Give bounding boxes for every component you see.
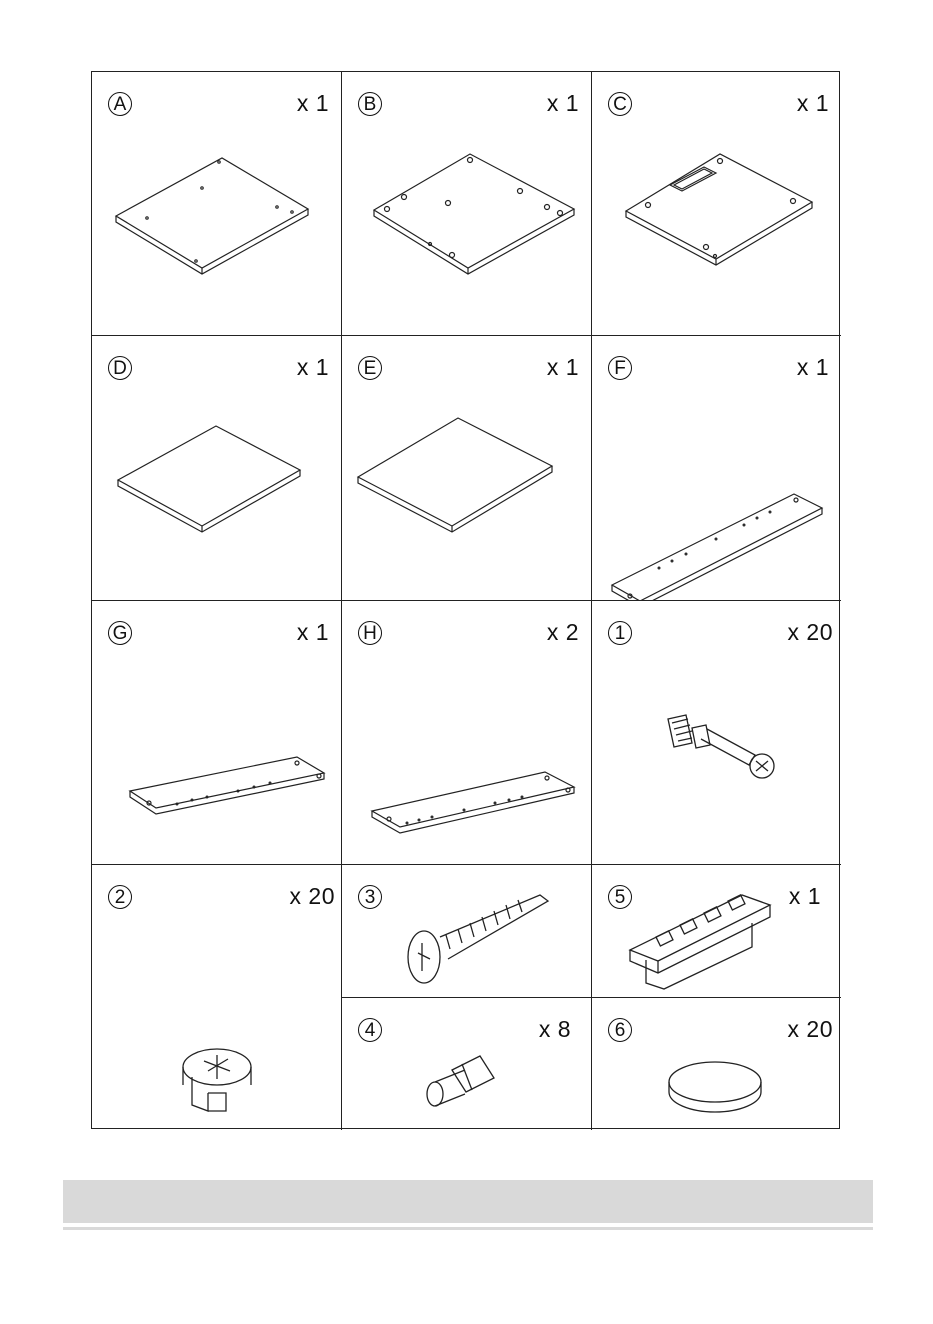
part-cell-d [92,336,342,601]
shelf-pin-illustration [342,998,592,1130]
part-cell-g [92,601,342,865]
cam-lock-illustration [92,865,342,1130]
part-id-badge: 3 [358,885,382,909]
panel-f-illustration [592,336,841,601]
footer-rule [63,1227,873,1230]
part-id-badge: F [608,356,632,380]
wood-screw-illustration [342,865,592,998]
part-cell-f [592,336,841,601]
part-id-badge: 5 [608,885,632,909]
part-quantity: x 1 [546,90,579,116]
part-quantity: x 1 [788,883,821,909]
part-quantity: x 1 [796,90,829,116]
part-quantity: x 20 [787,1016,833,1042]
part-id-badge: B [358,92,382,116]
part-quantity: x 8 [538,1016,571,1042]
part-id-badge: 4 [358,1018,382,1042]
panel-g-illustration [92,601,342,865]
part-cell-6 [592,998,841,1130]
part-quantity: x 1 [796,354,829,380]
part-cell-1 [592,601,841,865]
part-quantity: x 1 [546,354,579,380]
part-cell-4 [342,998,592,1130]
cam-bolt-illustration [592,601,841,865]
part-quantity: x 20 [787,619,833,645]
part-cell-c [592,72,841,336]
part-id-badge: 2 [108,885,132,909]
part-cell-2 [92,865,342,1130]
part-cell-5 [592,865,841,998]
footer-band [63,1180,873,1223]
part-cell-h [342,601,592,865]
part-id-badge: H [358,621,382,645]
part-quantity: x 1 [296,619,329,645]
part-quantity: x 1 [296,90,329,116]
part-id-badge: D [108,356,132,380]
part-id-badge: A [108,92,132,116]
part-cell-e [342,336,592,601]
part-id-badge: E [358,356,382,380]
parts-grid [91,71,840,1129]
part-quantity: x 1 [296,354,329,380]
part-id-badge: 6 [608,1018,632,1042]
cover-cap-illustration [592,998,841,1130]
part-quantity: x 2 [546,619,579,645]
panel-e-illustration [342,336,592,601]
part-id-badge: G [108,621,132,645]
panel-b-illustration [342,72,592,336]
part-id-badge: C [608,92,632,116]
panel-a-illustration [92,72,342,336]
panel-d-illustration [92,336,342,601]
part-cell-3 [342,865,592,998]
panel-h-illustration [342,601,592,865]
part-cell-b [342,72,592,336]
part-id-badge: 1 [608,621,632,645]
part-cell-a [92,72,342,336]
panel-c-illustration [592,72,841,336]
part-quantity: x 20 [289,883,335,909]
power-strip-illustration [592,865,841,998]
